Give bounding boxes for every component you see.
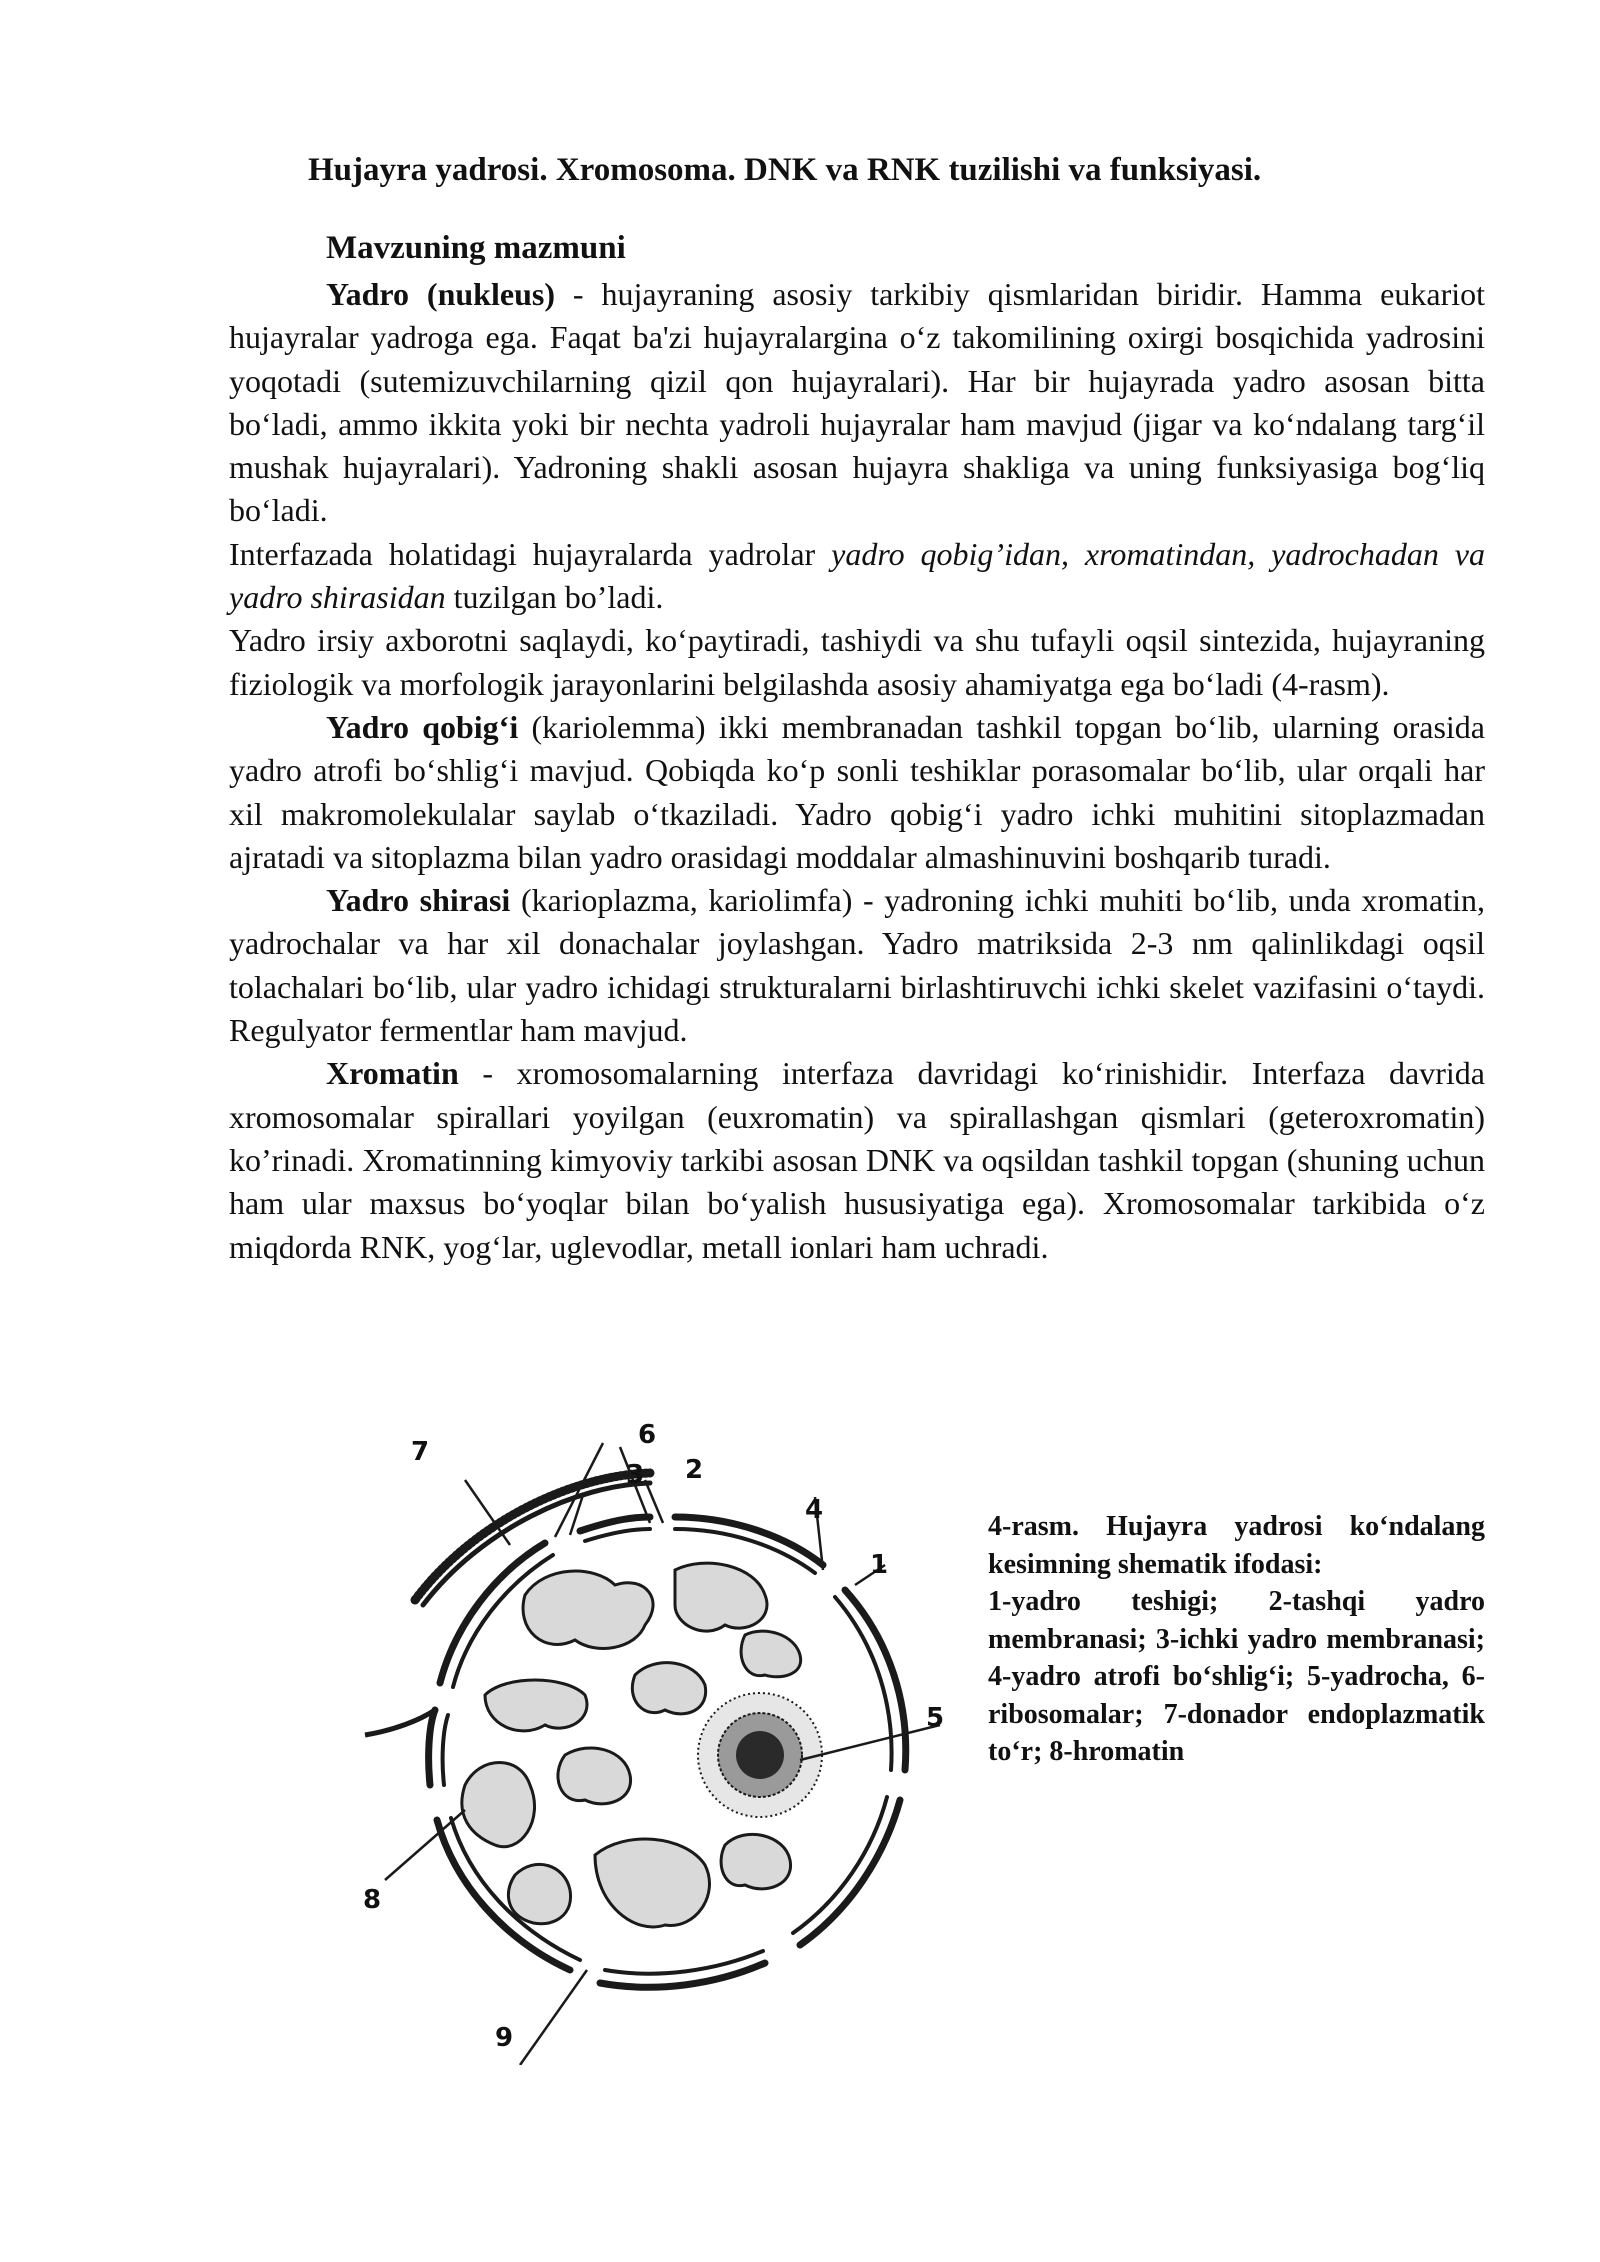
paragraph-text: (kariolemma) ikki membranadan tashkil topgan bo‘lib, ularning orasida yadro atrofi bo‘shlig‘i mavjud. Qobiqda ko‘p sonli teshiklar porasomalar bo‘lib, ular orqali har xil makromolekulalar saylab o‘tkaziladi. Yadro qobig‘i yadro ichki muhitini sitoplazmadan ajratadi va sitoplazma bilan yadro orasidagi moddalar almashinuvini boshqarib turadi.: [229, 708, 1486, 875]
er-membrane: [415, 1473, 650, 1600]
term-chromatin: Xromatin: [326, 1055, 459, 1092]
term-nucleus: Yadro (nukleus): [326, 276, 555, 312]
figure-label-3: 3: [626, 1460, 645, 1490]
term-nucleoplasm: Yadro shirasi: [326, 882, 511, 919]
figure-label-8: 8: [363, 1885, 382, 1915]
caption-title: 4-rasm. Hujayra yadrosi ko‘ndalang kesimning shematik ifodasi:: [988, 1511, 1485, 1580]
caption-legend: 1-yadro teshigi; 2-tashqi yadro membranasi; 3-ichki yadro membranasi; 4-yadro atrofi bo‘shlig‘i; 5-yadrocha, 6-ribosomalar; 7-donador endoplazmatik to‘r; 8-hromatin: [988, 1586, 1485, 1767]
page-title: Hujayra yadrosi. Xromosoma. DNK va RNK tuzilishi va funksiyasi.: [308, 152, 1262, 188]
figure-label-9: 9: [495, 2023, 514, 2053]
er-membrane: [365, 1710, 435, 1735]
term-envelope: Yadro qobig‘i: [326, 708, 519, 745]
nucleolus: [698, 1693, 822, 1817]
paragraph-nucleoplasm: [229, 879, 1485, 1052]
figure-label-5: 5: [926, 1703, 945, 1733]
figure-caption: [988, 1508, 1485, 1771]
figure-label-1: 1: [870, 1550, 889, 1580]
paragraph-text: - hujayraning asosiy tarkibiy qismlaridan biridir. Hamma eukariot hujayralar yadroga ega. Faqat ba'zi hujayralargina o‘z takomilining oxirgi bosqichida yadrosini yoqotadi (sutemizuvchilarning qizil qon hujayralari). Har bir hujayrada yadro asosan bitta bo‘ladi, ammo ikkita yoki bir nechta yadroli hujayralar ham mavjud (jigar va ko‘ndalang targ‘il mushak hujayralari). Yadroning shakli asosan hujayra shakliga va uning funksiyasiga bog‘liq bo‘ladi.: [229, 276, 1486, 529]
paragraph-text: (karioplazma, kariolimfa) - yadroning ichki muhiti bo‘lib, unda xromatin, yadrochalar va har xil donachalar joylashgan. Yadro matriksida 2-3 nm qalinlikdagi oqsil tolachalari bo‘lib, ular yadro ichidagi strukturalarni birlashtiruvchi ichki skelet vazifasini o‘taydi. Regulyator fermentlar ham mavjud.: [229, 882, 1486, 1049]
paragraph-text: tuzilgan bo’ladi.: [445, 579, 664, 616]
paragraph-function: [229, 619, 1485, 706]
figure-label-2: 2: [685, 1455, 704, 1485]
paragraph-chromatin: [229, 1052, 1485, 1268]
section-heading: Mavzuning mazmuni: [326, 230, 626, 266]
paragraph-nucleus: [229, 273, 1485, 533]
paragraph-text: - xromosomalarning interfaza davridagi ko‘rinishidir. Interfaza davrida xromosomalar spirallari yoyilgan (euxromatin) va spirallashgan qismlari (geteroxromatin) ko’rinadi. Xromatinning kimyoviy tarkibi asosan DNK va oqsildan tashkil topgan (shuning uchun ham ular maxsus bo‘yoqlar bilan bo‘yalish hususiyatiga ega). Xromosomalar tarkibida o‘z miqdorda RNK, yog‘lar, uglevodlar, metall ionlari ham uchradi.: [229, 1055, 1485, 1265]
figure-label-6: 6: [638, 1420, 657, 1450]
nucleus-diagram-svg: [345, 1425, 945, 2065]
figure-label-7: 7: [411, 1437, 430, 1467]
paragraph-text: Interfazada holatidagi hujayralarda yadrolar: [229, 535, 832, 572]
paragraph-text: Yadro irsiy axborotni saqlaydi, ko‘paytiradi, tashiydi va shu tufayli oqsil sintezida, hujayraning fiziologik va morfologik jarayonlarini belgilashda asosiy ahamiyatga ega bo‘ladi (4-rasm).: [229, 622, 1485, 702]
body-text: [229, 273, 1485, 1269]
nucleus-diagram: [345, 1420, 945, 2065]
italic-text: yadro qobig’idan, xromatindan, yadrochadan va yadro shirasidan: [229, 535, 1485, 616]
paragraph-envelope: [229, 706, 1485, 879]
paragraph-interphase: [229, 533, 1485, 620]
figure-label-4: 4: [805, 1495, 824, 1525]
